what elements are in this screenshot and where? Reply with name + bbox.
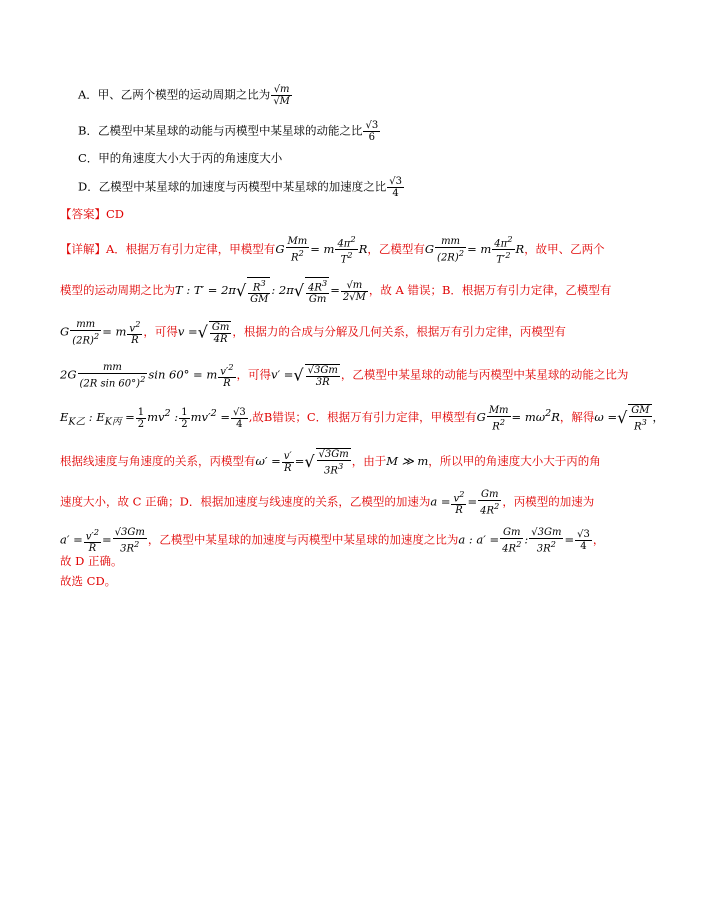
answer-label: 【答案】CD: [60, 207, 125, 221]
detail-line-9: 故 D 正确。: [60, 554, 123, 568]
detail-line-2: 模型的运动周期之比为T : T′ = 2π√ $\frac{R^3}{GM}$ : 2π√ $\frac{4R^3}{Gm}$ = $\frac{√m}{2√M}$ ，故 A 错误；B．根据万有引力定律，乙模型有: [60, 278, 612, 306]
detail-line-7: 速度大小，故 C 正确；D．根据加速度与线速度的关系，乙模型的加速为a = $\frac{v^2}{R}$ = $\frac{Gm}{4R^2}$ ，丙模型的加速为: [60, 489, 595, 517]
detail-line-4: 2G $\frac{mm}{(2R \sin 60^\circ)^2}$ sin 60° = m $\frac{v'^2}{R}$ ，可得v′ =√ $\frac{√3Gm}{3R}$ ，乙模型中某星球的动能与丙模型中某星球的动能之比为: [60, 362, 629, 390]
option-c-text: C．甲的角速度大小大于丙的角速度大小: [78, 151, 283, 165]
detail-label: 【详解】: [60, 241, 106, 256]
detail-line-5: $E_{K乙}$ : $E_{K丙}$ = $\frac{1}{2}$ $mv^2$ : $\frac{1}{2}$ $mv'^2$ = $\frac{√3}{4}$ ,故B错误；C．根据万有引力定律，甲模型有G $\frac{Mm}{R^2}$ = $m\omega^2R$，解得ω =√ $\frac{GM}{R^3}$ ，: [60, 404, 665, 433]
option-b-text: B．乙模型中某星球的动能与丙模型中某星球的动能之比: [78, 123, 363, 138]
detail-line-1: 【详解】A．根据万有引力定律，甲模型有G $\frac{Mm}{R^2}$ = m $\frac{4\pi^2}{T^2}$ R，乙模型有G $\frac{mm}{(2R)^2}$ = m $\frac{4\pi^2}{T'^2}$ R，故甲、乙两个: [60, 234, 605, 266]
detail-line-3: G $\frac{mm}{(2R)^2}$ = m $\frac{v^2}{R}$ ，可得v =√ $\frac{Gm}{4R}$ ，根据力的合成与分解及几何关系，根据万有引力定律，丙模型有: [60, 319, 566, 347]
option-d-fraction: $\frac{√3}{4}$: [389, 176, 402, 199]
option-a-text: A．甲、乙两个模型的运动周期之比为: [78, 87, 271, 102]
option-a-fraction: $\frac{√m}{√M}$: [273, 84, 290, 107]
option-b: [78, 120, 718, 143]
option-d: [78, 176, 718, 199]
option-c: [78, 151, 718, 165]
option-b-fraction: $\frac{√3}{6}$: [365, 120, 379, 143]
option-d-text: D．乙模型中某星球的加速度与丙模型中某星球的加速度之比: [78, 179, 387, 194]
option-a: [78, 84, 718, 107]
detail-line-6: 根据线速度与角速度的关系，丙模型有ω′ = $\frac{v'}{R}$ =√ $\frac{√3Gm}{3R^3}$ ，由于M ≫ m，所以甲的角速度大小大于丙的角: [60, 449, 601, 477]
detail-line-10: 故选 CD。: [60, 574, 117, 588]
detail-line-8: a′ = $\frac{v'^2}{R}$ = $\frac{√3Gm}{3R^2}$ ，乙模型中某星球的加速度与丙模型中某星球的加速度之比为a : a′ = $\frac{Gm}{4R^2}$ : $\frac{√3Gm}{3R^2}$ = $\frac{√3}{4}$ ，: [60, 527, 605, 555]
